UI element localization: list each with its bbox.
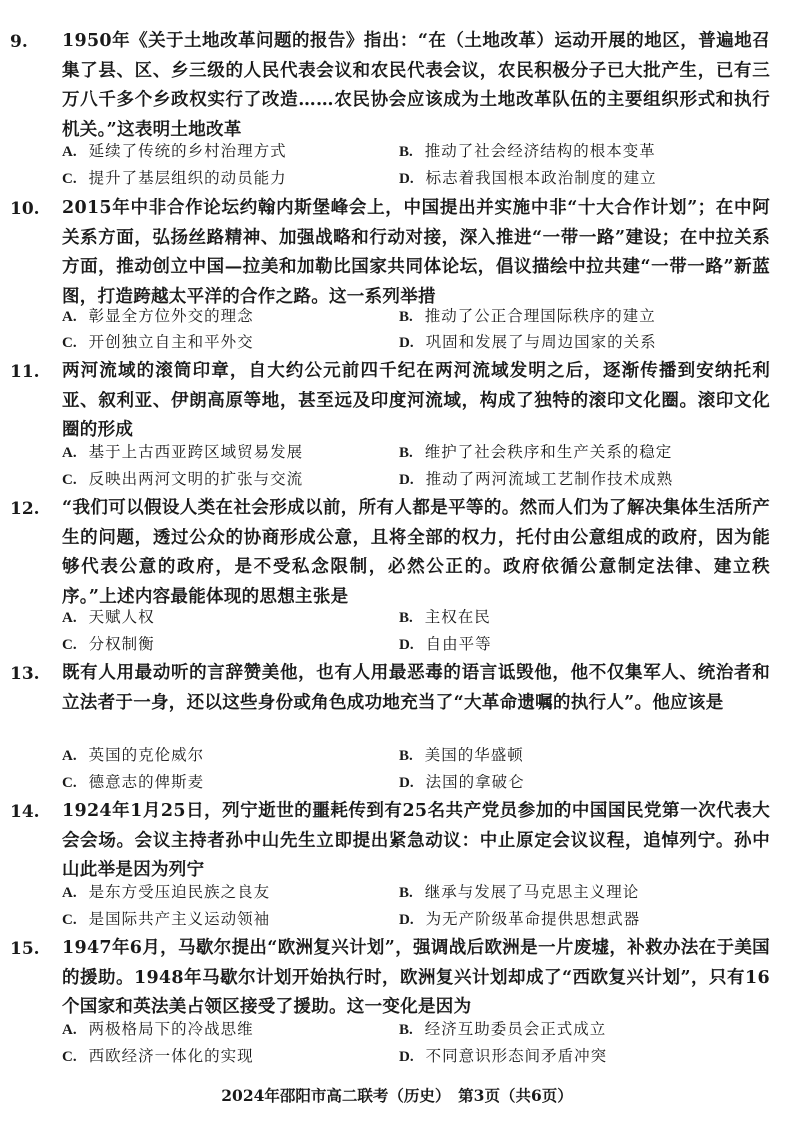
option-label: A. <box>62 144 77 160</box>
option-label: C. <box>62 912 77 928</box>
question-number: 10. <box>10 199 40 219</box>
page-footer: 2024年邵阳市高二联考（历史） 第3页（共6页） <box>221 1086 573 1105</box>
option-d[interactable] <box>399 906 640 933</box>
option-b[interactable] <box>399 303 656 330</box>
option-text: 天赋人权 <box>88 608 155 626</box>
question-number: 9. <box>10 32 28 52</box>
option-label: A. <box>62 309 77 325</box>
question-number: 14. <box>10 802 40 822</box>
question-stem: 2015年中非合作论坛约翰内斯堡峰会上，中国提出并实施中非“十大合作计划”；在中阿关系方面，弘扬丝路精神、加强战略和行动对接，深入推进“一带一路”建设；在中拉关系方面，推动创立中国—拉美和加勒比国家共同体论坛，倡议描绘中拉共建“一带一路”新蓝图，打造跨越太平洋的合作之路。这一系列举措 <box>62 198 770 307</box>
question-stem: 1924年1月25日，列宁逝世的噩耗传到有25名共产党员参加的中国国民党第一次代表大会会场。会议主持者孙中山先生立即提出紧急动议：中止原定会议议程，追悼列宁。孙中山此举是因为列宁 <box>62 801 770 880</box>
option-text: 西欧经济一体化的实现 <box>88 1047 254 1065</box>
option-d[interactable] <box>399 631 492 658</box>
option-b[interactable] <box>399 138 656 165</box>
option-label: D. <box>399 171 414 187</box>
option-text: 不同意识形态间矛盾冲突 <box>425 1047 608 1065</box>
option-b[interactable] <box>399 1016 606 1043</box>
option-d[interactable] <box>399 329 657 356</box>
question-stem: “我们可以假设人类在社会形成以前，所有人都是平等的。然而人们为了解决集体生活所产生的问题，透过公众的协商形成公意，且将全部的权力，托付由公意组成的政府，因为能够代表公意的政府，是不受私念限制，必然公正的。政府依循公意制定法律、建立秩序。”上述内容最能体现的思想主张是 <box>62 498 770 607</box>
option-label: B. <box>399 445 413 461</box>
option-label: D. <box>399 472 414 488</box>
option-d[interactable] <box>399 769 525 796</box>
option-text: 为无产阶级革命提供思想武器 <box>425 910 641 928</box>
option-label: A. <box>62 610 77 626</box>
option-text: 基于上古西亚跨区域贸易发展 <box>88 443 304 461</box>
option-a[interactable] <box>62 1016 254 1043</box>
question-number: 11. <box>10 362 40 382</box>
option-label: B. <box>399 748 413 764</box>
option-label: B. <box>399 309 413 325</box>
option-text: 德意志的俾斯麦 <box>88 773 205 791</box>
option-d[interactable] <box>399 1043 607 1070</box>
question-stem: 既有人用最动听的言辞赞美他，也有人用最恶毒的语言诋毁他，他不仅集军人、统治者和立法者于一身，还以这些身份或角色成功地充当了“大革命遗嘱的执行人”。他应该是 <box>62 663 770 713</box>
option-text: 是国际共产主义运动领袖 <box>88 910 271 928</box>
option-text: 推动了社会经济结构的根本变革 <box>424 142 656 160</box>
option-a[interactable] <box>62 303 254 330</box>
option-text: 两极格局下的冷战思维 <box>88 1020 254 1038</box>
question-stem: 1947年6月，马歇尔提出“欧洲复兴计划”，强调战后欧洲是一片废墟，补救办法在于美国的援助。1948年马歇尔计划开始执行时，欧洲复兴计划却成了“西欧复兴计划”，只有16个国家和英法美占领区接受了援助。这一变化是因为 <box>62 938 770 1017</box>
option-label: C. <box>62 472 77 488</box>
option-text: 自由平等 <box>425 635 492 653</box>
option-label: D. <box>399 1049 414 1065</box>
option-text: 延续了传统的乡村治理方式 <box>88 142 287 160</box>
option-label: B. <box>399 885 413 901</box>
option-text: 推动了公正合理国际秩序的建立 <box>424 307 656 325</box>
option-d[interactable] <box>399 466 673 493</box>
option-label: C. <box>62 775 77 791</box>
option-c[interactable] <box>62 1043 254 1070</box>
option-text: 继承与发展了马克思主义理论 <box>424 883 640 901</box>
option-label: A. <box>62 1022 77 1038</box>
option-text: 主权在民 <box>424 608 491 626</box>
option-a[interactable] <box>62 604 155 631</box>
option-label: D. <box>399 335 414 351</box>
option-c[interactable] <box>62 769 204 796</box>
option-b[interactable] <box>399 604 491 631</box>
option-label: D. <box>399 775 414 791</box>
option-text: 反映出两河文明的扩张与交流 <box>88 470 304 488</box>
question-number: 12. <box>10 499 40 519</box>
option-text: 分权制衡 <box>88 635 155 653</box>
option-c[interactable] <box>62 329 254 356</box>
option-text: 提升了基层组织的动员能力 <box>88 169 287 187</box>
option-a[interactable] <box>62 138 287 165</box>
option-label: D. <box>399 912 414 928</box>
option-text: 法国的拿破仑 <box>425 773 525 791</box>
option-label: B. <box>399 610 413 626</box>
option-label: A. <box>62 885 77 901</box>
option-text: 开创独立自主和平外交 <box>88 333 254 351</box>
question-stem: 1950年《关于土地改革问题的报告》指出：“在（土地改革）运动开展的地区，普遍地召集了县、区、乡三级的人民代表会议和农民代表会议，农民积极分子已大批产生，已有三万八千多个乡政权实行了改造……农民协会应该成为土地改革队伍的主要组织形式和执行机关。”这表明土地改革 <box>62 31 770 140</box>
option-label: D. <box>399 637 414 653</box>
option-label: C. <box>62 335 77 351</box>
option-label: A. <box>62 445 77 461</box>
option-label: C. <box>62 637 77 653</box>
option-a[interactable] <box>62 439 303 466</box>
option-label: A. <box>62 748 77 764</box>
option-text: 标志着我国根本政治制度的建立 <box>425 169 657 187</box>
option-label: B. <box>399 144 413 160</box>
option-d[interactable] <box>399 165 657 192</box>
question-number: 13. <box>10 664 40 684</box>
option-text: 巩固和发展了与周边国家的关系 <box>425 333 657 351</box>
option-text: 是东方受压迫民族之良友 <box>88 883 271 901</box>
option-c[interactable] <box>62 466 303 493</box>
option-text: 维护了社会秩序和生产关系的稳定 <box>424 443 673 461</box>
option-c[interactable] <box>62 631 155 658</box>
option-a[interactable] <box>62 879 270 906</box>
option-text: 推动了两河流域工艺制作技术成熟 <box>425 470 674 488</box>
option-text: 美国的华盛顿 <box>424 746 524 764</box>
option-text: 彰显全方位外交的理念 <box>88 307 254 325</box>
option-label: C. <box>62 171 77 187</box>
option-label: B. <box>399 1022 413 1038</box>
option-label: C. <box>62 1049 77 1065</box>
option-text: 经济互助委员会正式成立 <box>424 1020 607 1038</box>
option-text: 英国的克伦威尔 <box>88 746 205 764</box>
option-a[interactable] <box>62 742 204 769</box>
question-number: 15. <box>10 939 40 959</box>
option-c[interactable] <box>62 165 287 192</box>
option-b[interactable] <box>399 879 639 906</box>
option-b[interactable] <box>399 439 672 466</box>
question-stem: 两河流域的滚筒印章，自大约公元前四千纪在两河流域发明之后，逐渐传播到安纳托利亚、叙利亚、伊朗高原等地，甚至远及印度河流域，构成了独特的滚印文化圈。滚印文化圈的形成 <box>62 361 770 440</box>
option-c[interactable] <box>62 906 270 933</box>
option-b[interactable] <box>399 742 524 769</box>
